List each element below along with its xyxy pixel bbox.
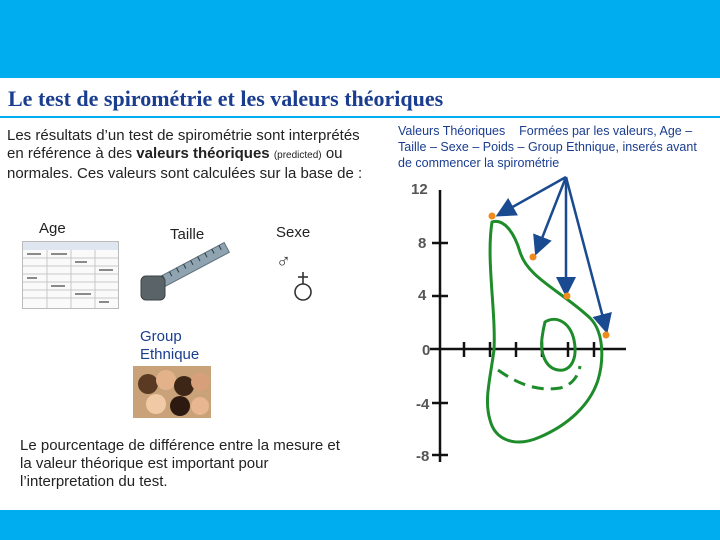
slide-title: Le test de spirométrie et les valeurs théoriques — [8, 86, 444, 111]
y-tick-label: -4 — [416, 396, 430, 413]
y-tick-label: 0 — [422, 342, 431, 359]
valeurs-theoriques-note — [398, 123, 698, 171]
header-band — [0, 0, 720, 78]
arrow-line — [500, 177, 566, 214]
intro-predicted: (predicted) — [273, 150, 322, 161]
male-symbol-icon: ♂ — [276, 251, 291, 273]
group-ethnique-label — [140, 328, 199, 364]
taille-label: Taille — [170, 226, 205, 243]
predicted-point — [564, 293, 571, 300]
predicted-point — [530, 254, 537, 261]
dashed-loop-curve — [498, 366, 580, 389]
sexe-label: Sexe — [276, 224, 311, 241]
vt-heading: Valeurs Théoriques — [398, 124, 506, 138]
y-tick-label: 4 — [418, 287, 427, 304]
intro-paragraph — [7, 127, 377, 183]
intro-bold-text: valeurs théoriques — [136, 145, 270, 162]
age-label: Age — [39, 220, 66, 237]
arrow-line — [566, 177, 606, 329]
y-tick-label: -8 — [416, 448, 430, 465]
arrow-line — [537, 177, 566, 251]
intro-text-2: ou normales. Ces valeurs sont calculées sur la base de : — [7, 145, 363, 182]
footer-band — [0, 510, 720, 540]
age-table-image — [22, 241, 119, 309]
y-tick-label: 12 — [411, 181, 428, 198]
predicted-point — [489, 213, 496, 220]
y-tick-label: 8 — [418, 235, 427, 252]
predicted-point — [603, 332, 610, 339]
measured-loop-curve — [542, 319, 575, 370]
conclusion-paragraph: Le pourcentage de différence entre la mesure et la valeur théorique est important pour l’interpretation du test. — [20, 437, 340, 490]
predicted-loop-curve — [487, 221, 601, 442]
vt-description: Formées par les valeurs, Age – Taille – Sexe – Poids – Group Ethnique, inserés avant de commencer la spirométrie — [398, 124, 697, 170]
group-label-line2: Ethnique — [140, 346, 200, 363]
group-label-line1: Group — [140, 328, 182, 345]
intro-text-1: Les résultats d’un test de spirométrie sont interprétés en référence à des — [7, 127, 360, 162]
